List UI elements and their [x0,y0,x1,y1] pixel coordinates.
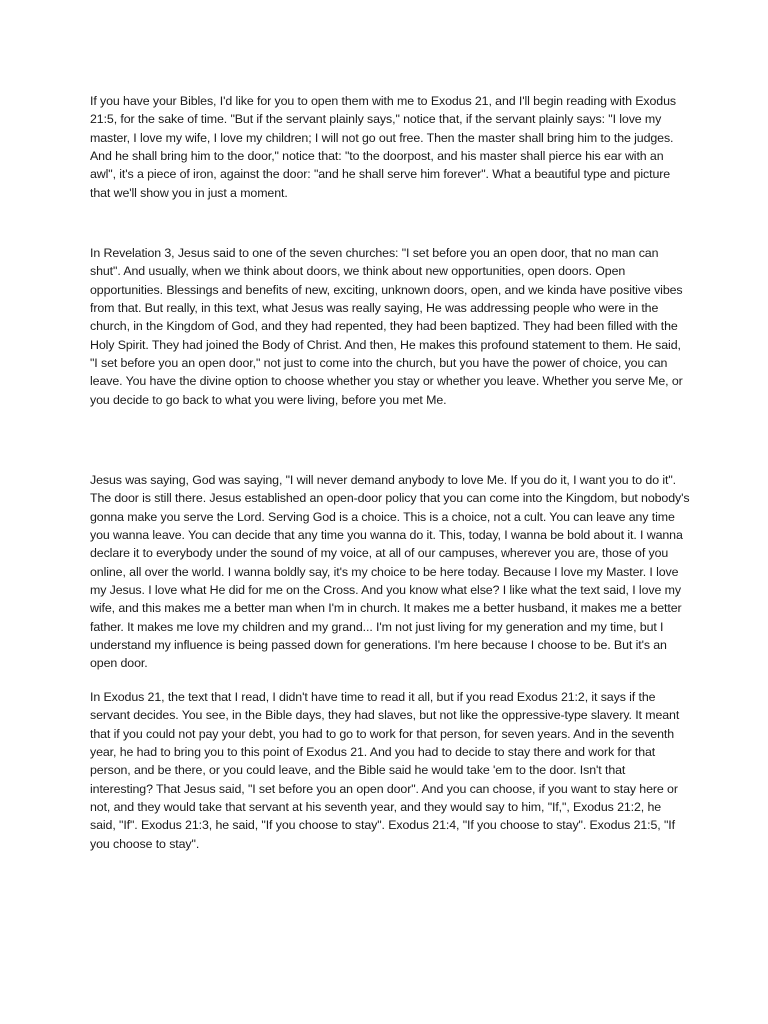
paragraph-revelation-3: In Revelation 3, Jesus said to one of the seven churches: "I set before you an open door, that no man can shut". And usually, when we think about doors, we think about new opportunities, open doors. Open opportunities. Blessings and benefits of new, exciting, unknown doors, open, and we kinda have positive vibes from that. But really, in this text, what Jesus was really saying, He was addressing people who were in the church, in the Kingdom of God, and they had repented, they had been baptized. They had been filled with the Holy Spirit. They had joined the Body of Christ. And then, He makes this profound statement to them. He said, "I set before you an open door," not just to come into the church, but you have the power of choice, you can leave. You have the divine option to choose whether you stay or whether you leave. Whether you serve Me, or you decide to go back to what you were living, before you met Me. [90,246,683,407]
paragraph-exodus-21-5: If you have your Bibles, I'd like for you to open them with me to Exodus 21, and I'll begin reading with Exodus 21:5, for the sake of time. "But if the servant plainly says," notice that, if the servant plainly says: "I love my master, I love my wife, I love my children; I will not go out free. Then the master shall bring him to the judges. And he shall bring him to the door," notice that: "to the doorpost, and his master shall pierce his ear with an awl", it's a piece of iron, against the door: "and he shall serve him forever". What a beautiful type and picture that we'll show you in just a moment. [90,94,676,200]
paragraph-exodus-21-2: In Exodus 21, the text that I read, I didn't have time to read it all, but if you read Exodus 21:2, it says if the servant decides. You see, in the Bible days, they had slaves, but not like the oppressive-type slavery. It meant that if you could not pay your debt, you had to go to work for that person, for seven years. And in the seventh year, he had to bring you to this point of Exodus 21. And you had to decide to stay there and work for that person, and be there, or you could leave, and the Bible said he would take 'em to the door. Isn't that interesting? That Jesus said, "I set before you an open door". And you can choose, if you want to stay here or not, and they would take that servant at his seventh year, and they would say to him, "If,", Exodus 21:2, he said, "If". Exodus 21:3, he said, "If you choose to stay". Exodus 21:4, "If you choose to stay". Exodus 21:5, "If you choose to stay". [90,690,680,851]
paragraph-choice-to-serve: Jesus was saying, God was saying, "I will never demand anybody to love Me. If you do it, I want you to do it". The door is still there. Jesus established an open-door policy that you can come into the Kingdom, but nobody's gonna make you serve the Lord. Serving God is a choice. This is a choice, not a cult. You can leave any time you wanna leave. You can decide that any time you wanna do it. This, today, I wanna be bold about it. I wanna declare it to everybody under the sound of my voice, at all of our campuses, wherever you are, those of you online, all over the world. I wanna boldly say, it's my choice to be here today. Because I love my Master. I love my Jesus. I love what He did for me on the Cross. And you know what else? I like what the text said, I love my wife, and this makes me a better man when I'm in church. It makes me a better husband, it makes me a better father. It makes me love my children and my grand... I'm not just living for my generation and my time, but I understand my influence is being passed down for generations. I'm here because I choose to be. But it's an open door. [90,473,690,671]
